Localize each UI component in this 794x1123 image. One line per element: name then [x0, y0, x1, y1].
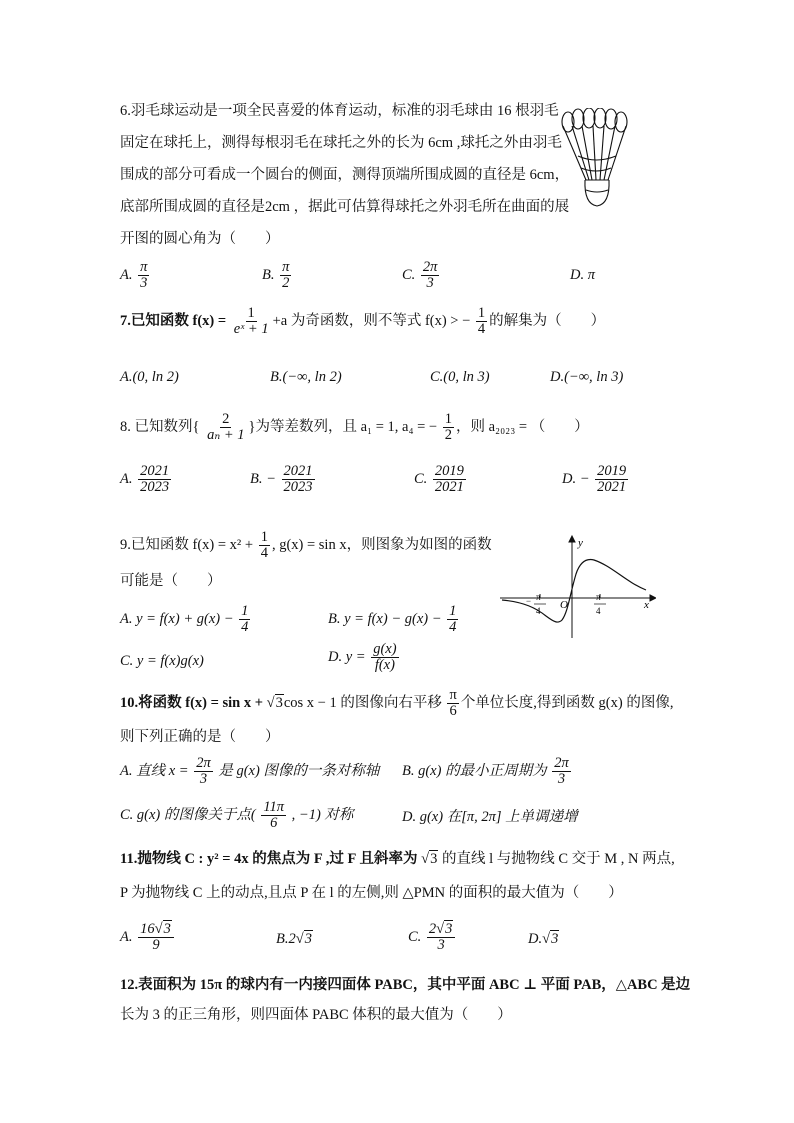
q6-line-1: 6.羽毛球运动是一项全民喜爱的体育运动，标准的羽毛球由 16 根羽毛 — [120, 103, 559, 119]
q11-line-2: P 为抛物线 C 上的动点,且点 P 在 l 的左侧,则 △PMN 的面积的最大值为（ ） — [120, 885, 623, 901]
y-axis-arrow — [569, 536, 575, 542]
q9-line-2: 可能是（ ） — [120, 573, 222, 589]
q8-stem: 8. 已知数列{ $\frac{2}{\text{aₙ + 1}}$ }为等差数列，且 a₁ = 1, a₄ = − $\frac{1}{2}$ ，则 a₂₀₂₃ = （ ） — [120, 411, 589, 444]
q7-option-b: B.(−∞, ln 2) — [270, 369, 342, 385]
q7-option-a: A.(0, ln 2) — [120, 369, 179, 385]
q12-line-2: 长为 3 的正三角形，则四面体 PABC 体积的最大值为（ ） — [120, 1007, 512, 1023]
q10-option-a: A. 直线 x = $\frac{2\pi}{3}$ 是 g(x) 图像的一条对称轴 — [120, 755, 380, 788]
q8-option-d: D. − $\frac{2019}{2021}$ — [562, 463, 627, 496]
q8-option-c: C. $\frac{2019}{2021}$ — [414, 463, 464, 496]
q6-line-2: 固定在球托上，测得每根羽毛在球托之外的长为 6cm ,球托之外由羽毛 — [120, 135, 562, 151]
q10-option-b: B. g(x) 的最小正周期为 $\frac{2\pi}{3}$ — [402, 755, 569, 788]
q9-option-c: C. y = f(x)g(x) — [120, 653, 204, 669]
neg-tick-den: 4 — [536, 606, 541, 616]
q6-option-b: B. $\frac{\pi}{2}$ — [262, 259, 290, 292]
q6-line-3: 围成的部分可看成一个圆台的侧面，测得顶端所围成圆的直径是 6cm， — [120, 167, 570, 183]
q11-option-c: C. $\frac{2√3}{3}$ — [408, 922, 457, 953]
x-axis-label: x — [644, 599, 649, 611]
function-curve — [502, 560, 646, 623]
q8-option-a: A. $\frac{2021}{2023}$ — [120, 463, 170, 496]
neg-tick-num: π — [536, 592, 541, 602]
y-axis-label: y — [578, 537, 583, 549]
q9-stem: 9.已知函数 f(x) = x² + $\frac{1}{4}$ , g(x) = sin x，则图象为如图的函数 — [120, 529, 492, 562]
x-axis-arrow — [650, 595, 656, 601]
pos-tick-den: 4 — [596, 606, 601, 616]
q10-option-c: C. g(x) 的图像关于点( $\frac{11\pi}{6}$ , −1) 对称 — [120, 799, 354, 832]
q10-line-2: 则下列正确的是（ ） — [120, 729, 280, 745]
q10-option-d: D. g(x) 在[π, 2π] 上单调递增 — [402, 809, 578, 825]
neg-tick-sign: − — [526, 596, 532, 606]
q11-line-1: 11.抛物线 C : y² = 4x 的焦点为 F ,过 F 且斜率为 √3 的直线 l 与抛物线 C 交于 M , N 两点, — [120, 851, 675, 867]
q9-option-d: D. y = $\frac{g(x)}{f(x)}$ — [328, 641, 397, 674]
q6-option-c: C. $\frac{2\pi}{3}$ — [402, 259, 438, 292]
pos-tick-num: π — [596, 592, 601, 602]
origin-label: O — [560, 599, 568, 611]
q6-option-d: D. π — [570, 267, 595, 283]
q7-stem: 7.已知函数 f(x) = $\frac{1}{\text{eˣ + 1}}$ +a 为奇函数，则不等式 f(x) > − $\frac{1}{4}$ 的解集为（ ） — [120, 305, 606, 338]
q10-stem: 10.将函数 f(x) = sin x + √3cos x − 1 的图像向右平移 $\frac{\pi}{6}$ 个单位长度,得到函数 g(x) 的图像, — [120, 687, 674, 720]
shuttlecock-illustration — [560, 108, 632, 212]
q6-line-5: 开图的圆心角为（ ） — [120, 231, 280, 247]
q9-option-a: A. y = f(x) + g(x) − $\frac{1}{4}$ — [120, 603, 249, 636]
q9-option-b: B. y = f(x) − g(x) − $\frac{1}{4}$ — [328, 603, 457, 636]
q7-option-d: D.(−∞, ln 3) — [550, 369, 624, 385]
q6-line-4: 底部所围成圆的直径是2cm ，据此可估算得球托之外羽毛所在曲面的展 — [120, 199, 570, 215]
q11-option-a: A. $\frac{16√3}{9}$ — [120, 922, 176, 953]
q8-option-b: B. − $\frac{2021}{2023}$ — [250, 463, 313, 496]
q6-option-a: A. $\frac{\pi}{3}$ — [120, 259, 148, 292]
q12-line-1: 12.表面积为 15π 的球内有一内接四面体 PABC，其中平面 ABC ⊥ 平面 PAB，△ABC 是边 — [120, 977, 691, 993]
q7-option-c: C.(0, ln 3) — [430, 369, 490, 385]
q11-option-b: B.2√3 — [276, 931, 312, 947]
function-graph — [496, 534, 656, 642]
q11-option-d: D.√3 — [528, 931, 559, 947]
